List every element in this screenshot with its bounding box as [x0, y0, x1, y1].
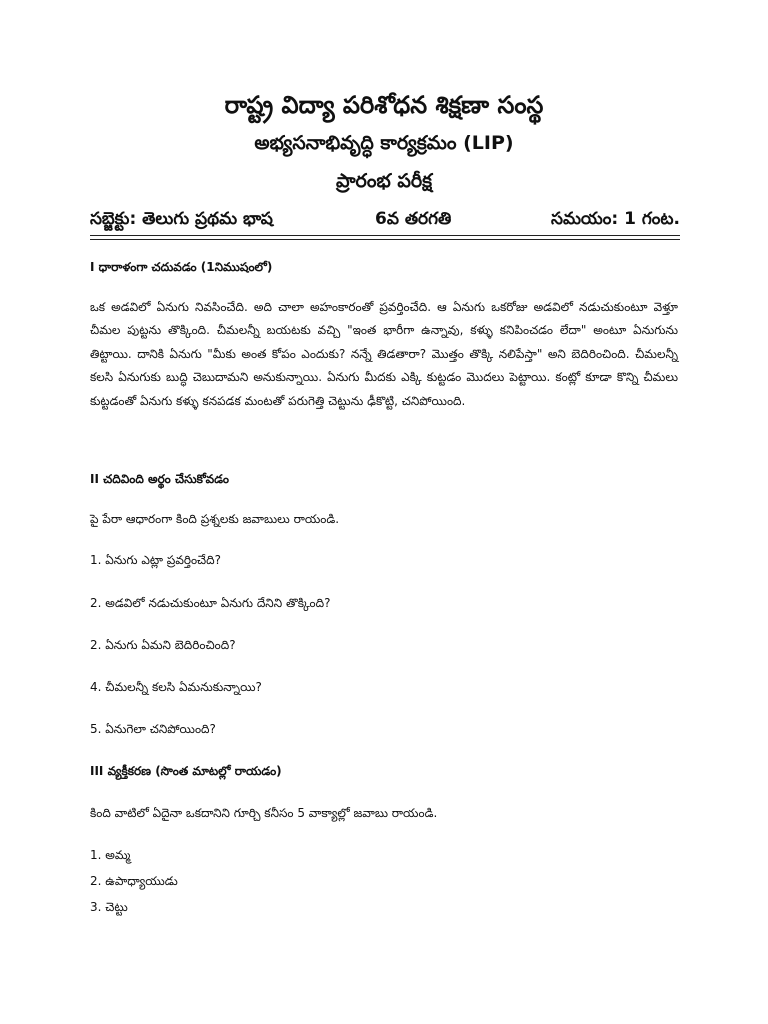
section2-instruction: పై పేరా ఆధారంగా కింది ప్రశ్నలకు జవాబులు రాయండి. — [90, 512, 340, 526]
question-item: 2. ఏనుగు ఏమని బెదిరించింది? — [90, 638, 236, 652]
topic-option: 3. చెట్టు — [90, 900, 128, 914]
subject-line — [90, 204, 680, 234]
question-item: 1. ఏనుగు ఎట్లా ప్రవర్తించేది? — [90, 553, 222, 567]
time-label: సమయం: 1 గంట. — [551, 209, 680, 229]
question-item: 5. ఏనుగెలా చనిపోయింది? — [90, 722, 216, 736]
class-label: 6వ తరగతి — [375, 209, 452, 229]
section2-heading: II చదివింది అర్థం చేసుకోవడం — [90, 472, 229, 486]
header-divider-bottom — [90, 239, 680, 240]
header-divider-top — [90, 235, 680, 236]
question-item: 4. చీమలన్నీ కలసి ఏమనుకున్నాయి? — [90, 680, 262, 694]
exam-title: ప్రారంభ పరీక్ష — [335, 170, 433, 192]
topic-option: 1. అమ్మ — [90, 848, 131, 862]
program-title: అభ్యసనాభివృద్ధి కార్యక్రమం (LIP) — [254, 132, 514, 154]
subject-label: సబ్జెక్టు: తెలుగు ప్రథమ భాష — [90, 209, 273, 229]
section3-heading: III వ్యక్తీకరణ (సొంత మాటల్లో రాయడం) — [90, 764, 282, 778]
section3-instruction: కింది వాటిలో ఏదైనా ఒకదానిని గూర్చి కనీసం 5 వాక్యాల్లో జవాబు రాయండి. — [90, 806, 438, 820]
section1-heading: I ధారాళంగా చదువడం (1నిముషంలో) — [90, 260, 273, 274]
topic-option: 2. ఉపాధ్యాయుడు — [90, 874, 178, 888]
question-item: 2. అడవిలో నడుచుకుంటూ ఏనుగు దేనిని తొక్కింది? — [90, 596, 331, 610]
institution-title: రాష్ట్ర విద్యా పరిశోధన శిక్షణా సంస్థ — [224, 91, 544, 119]
reading-passage: ఒక అడవిలో ఏనుగు నివసించేది. అది చాలా అహంకారంతో ప్రవర్తించేది. ఆ ఏనుగు ఒకరోజు అడవిలో నడుచుకుంటూ వెళ్తూ చీమల పుట్టను తొక్కింది. చీమలన్నీ బయటకు వచ్చి "ఇంత భారీగా ఉన్నావు, కళ్ళు కనిపించడం లేదా" అంటూ ఏనుగును తిట్టాయి. దానికి ఏనుగు "మీకు అంత కోపం ఎందుకు? నన్నే తిడతారా? మొత్తం తొక్కి నలిపేస్తా" అని బెదిరించింది. చీమలన్నీ కలసి ఏనుగుకు బుద్ధి చెబుదామని అనుకున్నాయి. ఏనుగు మీదకు ఎక్కి కుట్టడం మొదలు పెట్టాయి. కంట్లో కూడా కొన్ని చీమలు కుట్టడంతో ఏనుగు కళ్ళు కనపడక మంటతో పరుగెత్తి చెట్టును ఢీకొట్టి, చనిపోయింది. — [90, 300, 678, 408]
